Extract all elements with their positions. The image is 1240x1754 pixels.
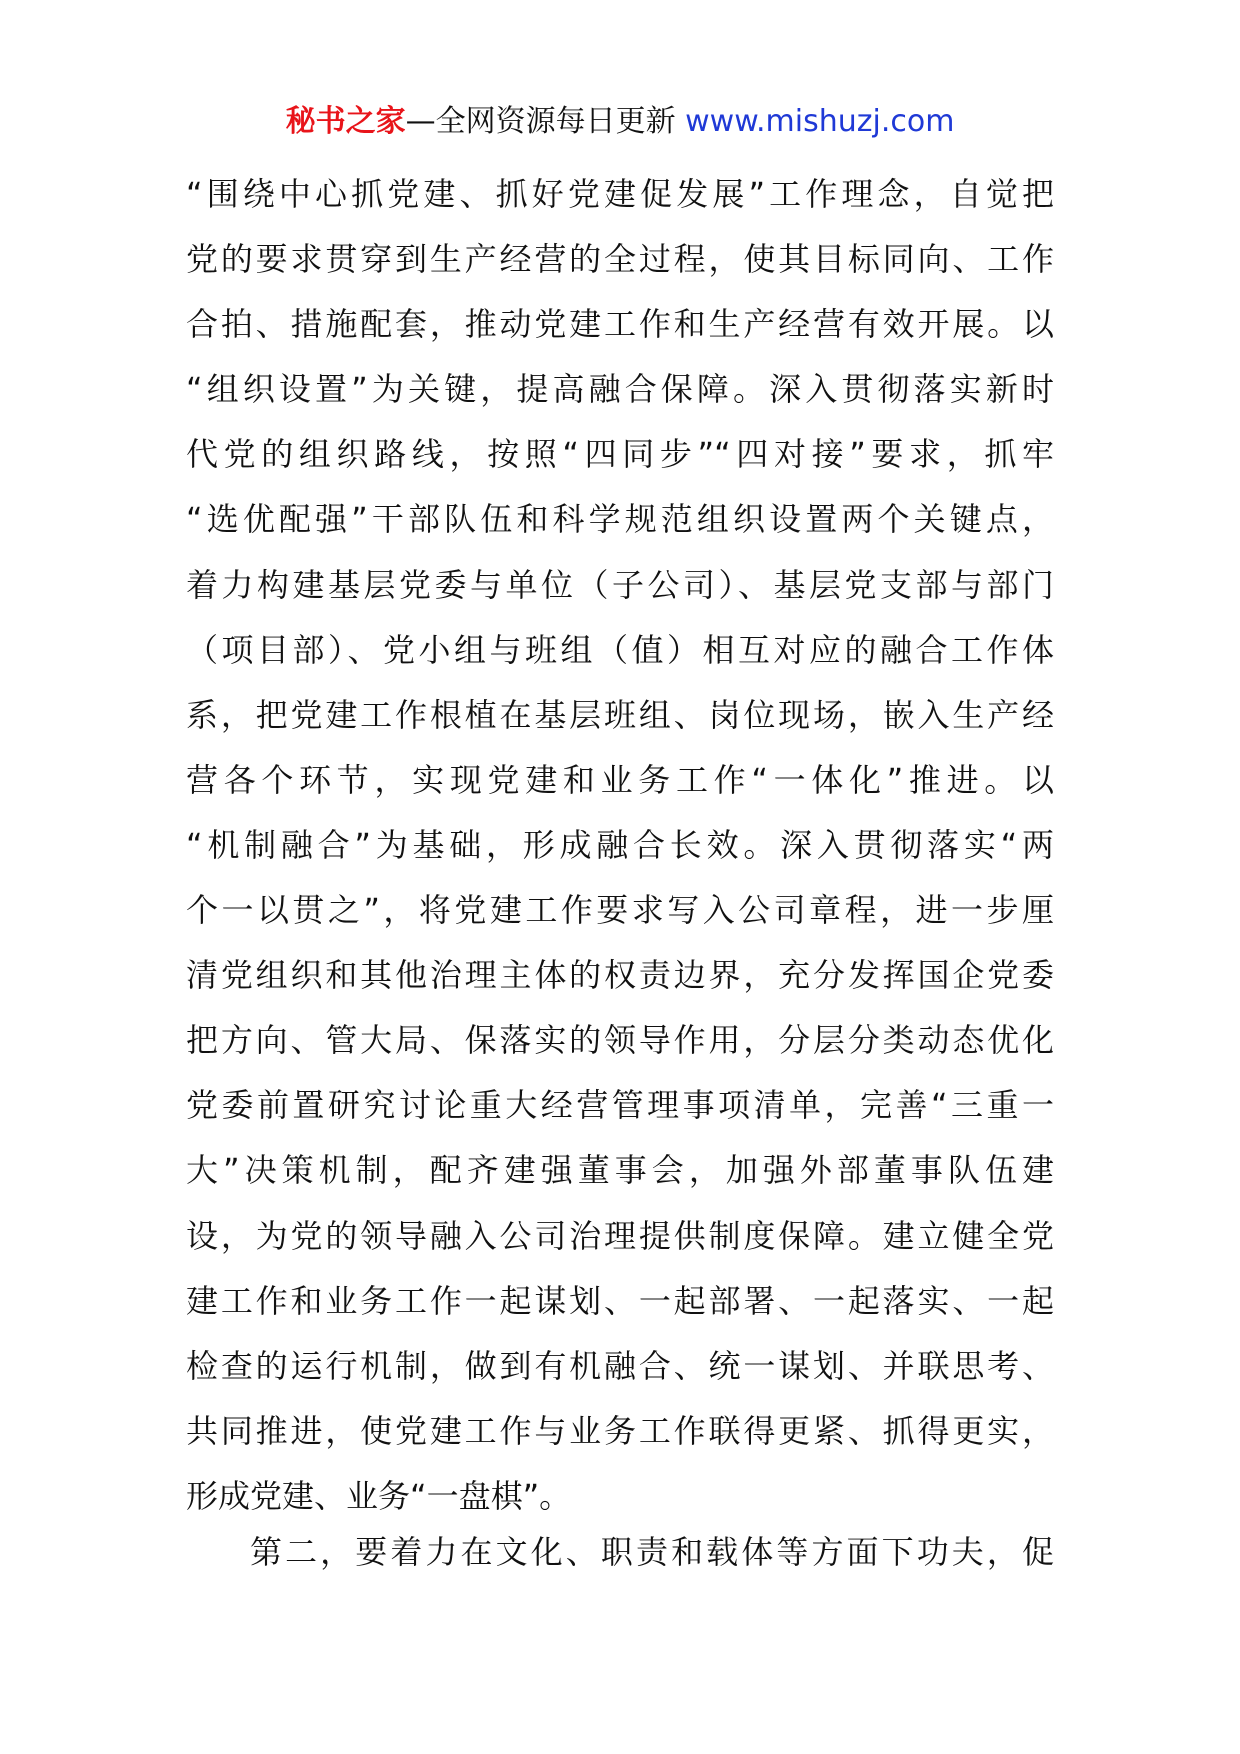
text-line: “围绕中心抓党建、抓好党建促发展”工作理念，自觉把 [186,175,1054,213]
text-line: 把方向、管大局、保落实的领导作用，分层分类动态优化 [186,1021,1054,1060]
text-line: 形成党建、业务“一盘棋”。 [186,1476,572,1515]
text-line: 设，为党的领导融入公司治理提供制度保障。建立健全党 [186,1216,1054,1255]
text-line: 清党组织和其他治理主体的权责边界，充分发挥国企党委 [186,956,1054,995]
text-line: 第二，要着力在文化、职责和载体等方面下功夫，促 [250,1533,1054,1571]
text-line: 营各个环节，实现党建和业务工作“一体化”推进。以 [186,760,1054,799]
text-line: 大”决策机制，配齐建强董事会，加强外部董事队伍建 [186,1151,1054,1190]
text-line: “组织设置”为关键，提高融合保障。深入贯彻落实新时 [186,370,1054,409]
text-line: 个一以贯之”，将党建工作要求写入公司章程，进一步厘 [186,891,1054,930]
page-header [0,100,1240,144]
text-line: 党的要求贯穿到生产经营的全过程，使其目标同向、工作 [186,240,1054,279]
paragraph-second-point [186,1520,1054,1585]
brand-name: 秘书之家 [285,104,406,139]
text-line: 合拍、措施配套，推动党建工作和生产经营有效开展。以 [186,305,1054,344]
header-tagline: —全网资源每日更新 [405,104,676,139]
text-line: “选优配强”干部队伍和科学规范组织设置两个关键点， [186,500,1054,539]
text-line: “机制融合”为基础，形成融合长效。深入贯彻落实“两 [186,825,1054,864]
text-line: 代党的组织路线，按照“四同步”“四对接”要求，抓牢 [186,435,1054,474]
text-line: 着力构建基层党委与单位（子公司）、基层党支部与部门 [186,565,1054,604]
text-line: （项目部）、党小组与班组（值）相互对应的融合工作体 [186,630,1054,669]
site-url-link[interactable]: www.mishuzj.com [685,104,955,139]
text-line: 建工作和业务工作一起谋划、一起部署、一起落实、一起 [186,1281,1054,1320]
text-line: 系，把党建工作根植在基层班组、岗位现场，嵌入生产经 [186,695,1054,734]
paragraph-continued [186,162,1054,1529]
text-line: 党委前置研究讨论重大经营管理事项清单，完善“三重一 [186,1086,1054,1125]
text-line: 共同推进，使党建工作与业务工作联得更紧、抓得更实， [186,1411,1054,1450]
text-line: 检查的运行机制，做到有机融合、统一谋划、并联思考、 [186,1346,1054,1385]
